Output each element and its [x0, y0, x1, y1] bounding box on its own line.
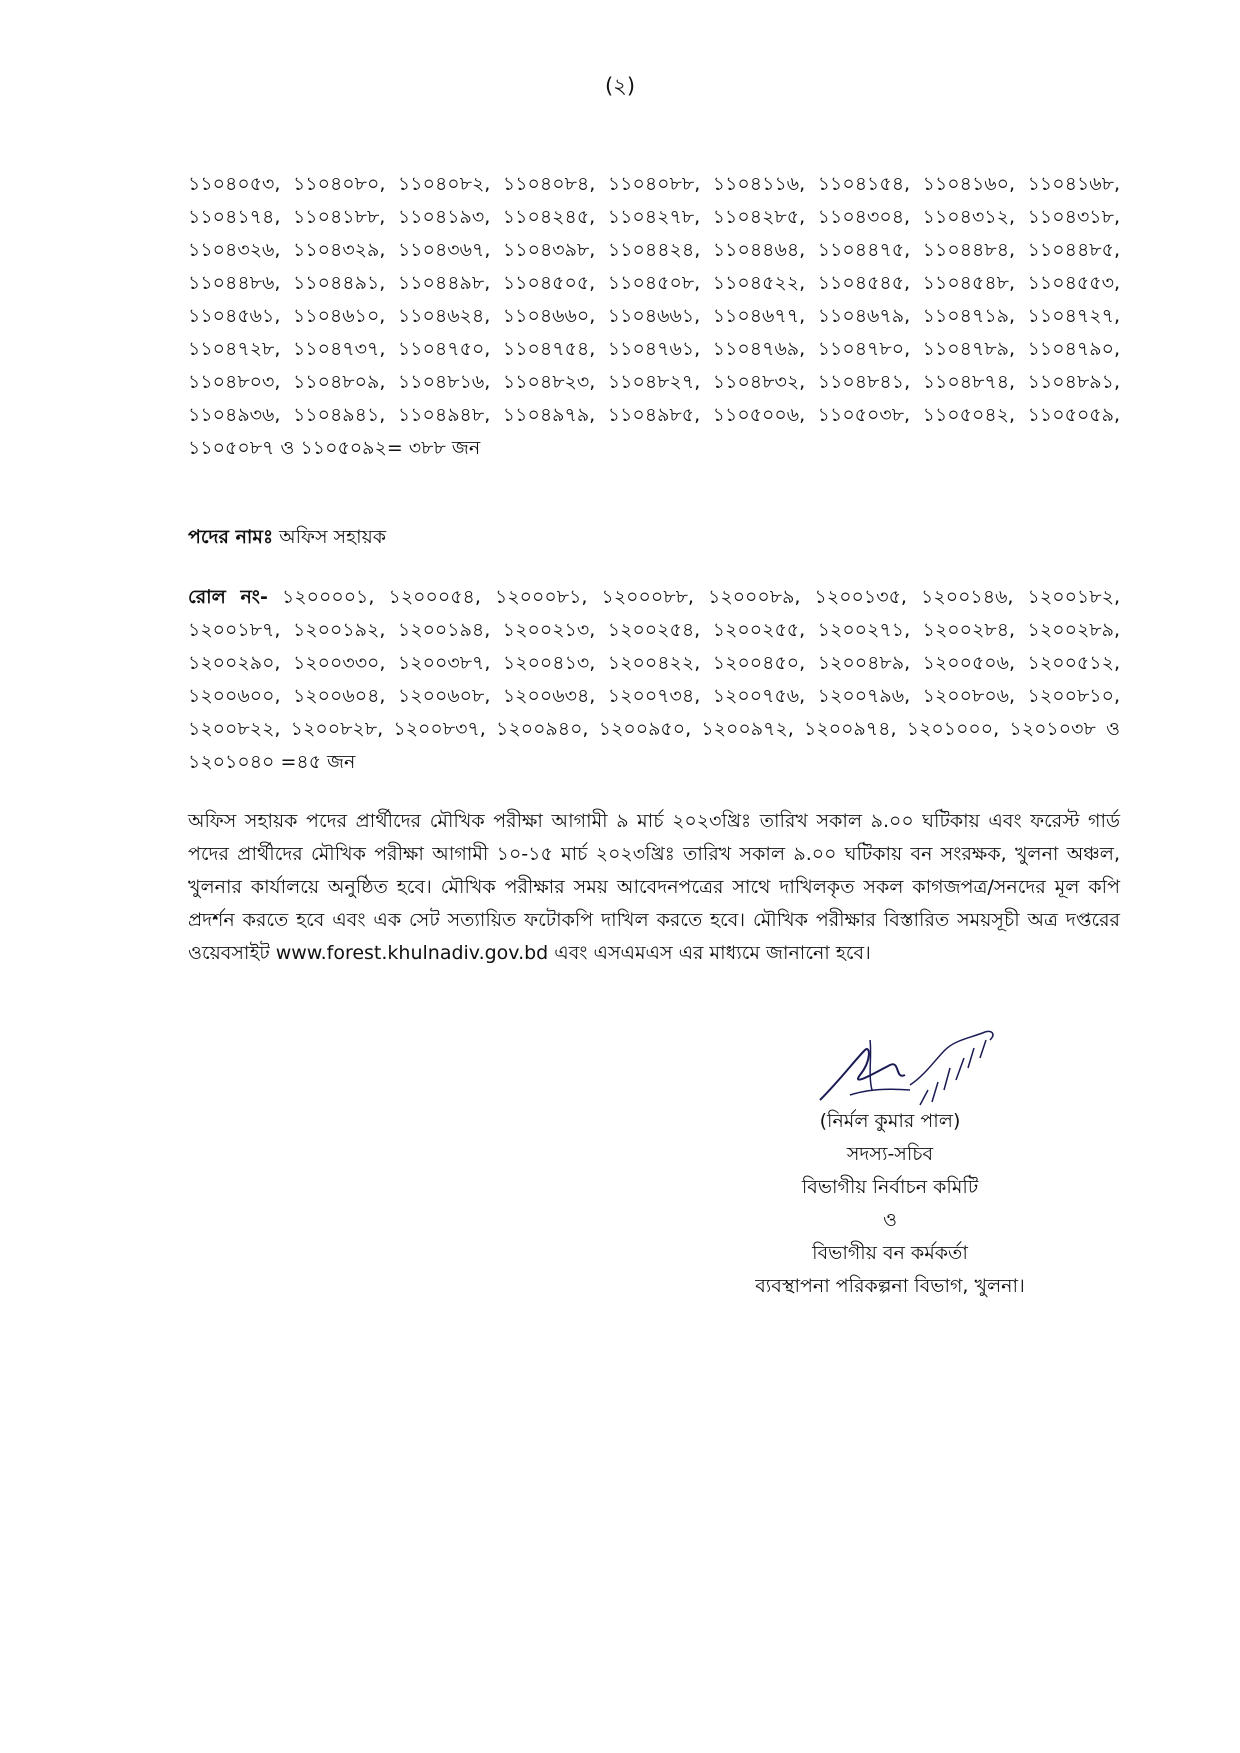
signatory-role-division: ব্যবস্থাপনা পরিকল্পনা বিভাগ, খুলনা। [755, 1275, 1025, 1297]
forest-guard-roll-list: ১১০৪০৫৩, ১১০৪০৮০, ১১০৪০৮২, ১১০৪০৮৪, ১১০৪০৮৮, ১১০৪১১৬, ১১০৪১৫৪, ১১০৪১৬০, ১১০৪১৬৮, ১১০৪১৭৪, ১১০৪১৮৮, ১১০৪১৯৩, ১১০৪২৪৫, ১১০৪২৭৮, ১১০৪২৮৫, ১১০৪৩০৪, ১১০৪৩১২, ১১০৪৩১৮, ১১০৪৩২৬, ১১০৪৩২৯, ১১০৪৩৬৭, ১১০৪৩৯৮, ১১০৪৪২৪, ১১০৪৪৬৪, ১১০৪৪৭৫, ১১০৪৪৮৪, ১১০৪৪৮৫, ১১০৪৪৮৬, ১১০৪৪৯১, ১১০৪৪৯৮, ১১০৪৫০৫, ১১০৪৫০৮, ১১০৪৫২২, ১১০৪৫৪৫, ১১০৪৫৪৮, ১১০৪৫৫৩, ১১০৪৫৬১, ১১০৪৬১০, ১১০৪৬২৪, ১১০৪৬৬০, ১১০৪৬৬১, ১১০৪৬৭৭, ১১০৪৬৭৯, ১১০৪৭১৯, ১১০৪৭২৭, ১১০৪৭২৮, ১১০৪৭৩৭, ১১০৪৭৫০, ১১০৪৭৫৪, ১১০৪৭৬১, ১১০৪৭৬৯, ১১০৪৭৮০, ১১০৪৭৮৯, ১১০৪৭৯০, ১১০৪৮০৩, ১১০৪৮০৯, ১১০৪৮১৬, ১১০৪৮২৩, ১১০৪৮২৭, ১১০৪৮৩২, ১১০৪৮৪১, ১১০৪৮৭৪, ১১০৪৮৯১, ১১০৪৯৩৬, ১১০৪৯৪১, ১১০৪৯৪৮, ১১০৪৯৭৯, ১১০৪৯৮৫, ১১০৫০০৬, ১১০৫০৩৮, ১১০৫০৪২, ১১০৫০৫৯, ১১০৫০৮৭ ও ১১০৫০৯২= ৩৮৮ জন [188, 173, 1120, 459]
signatory-role-member-secretary: সদস্য-সচিব [846, 1143, 934, 1165]
signatory-role-committee: বিভাগীয় নির্বাচন কমিটি [801, 1176, 979, 1198]
signature-block [690, 1105, 1090, 1303]
post-label: পদের নামঃ [188, 526, 274, 548]
office-assistant-roll-list [188, 581, 1120, 779]
page-number: (২) [604, 74, 636, 98]
exam-notice: অফিস সহায়ক পদের প্রার্থীদের মৌখিক পরীক্ষা আগামী ৯ মার্চ ২০২৩খ্রিঃ তারিখ সকাল ৯.০০ ঘটিকায় এবং ফরেস্ট গার্ড পদের প্রার্থীদের মৌখিক পরীক্ষা আগামী ১০-১৫ মার্চ ২০২৩খ্রিঃ তারিখ সকাল ৯.০০ ঘটিকায় বন সংরক্ষক, খুলনা অঞ্চল, খুলনার কার্যালয়ে অনুষ্ঠিত হবে। মৌখিক পরীক্ষার সময় আবেদনপত্রের সাথে দাখিলকৃত সকল কাগজপত্র/সনদের মূল কপি প্রদর্শন করতে হবে এবং এক সেট সত্যায়িত ফটোকপি দাখিল করতে হবে। মৌখিক পরীক্ষার বিস্তারিত সময়সূচী অত্র দপ্তরের ওয়েবসাইট www.forest.khulnadiv.gov.bd এবং এসএমএস এর মাধ্যমে জানানো হবে। [188, 810, 1120, 964]
signatory-name: (নির্মল কুমার পাল) [819, 1110, 961, 1132]
office-assistant-rolls: ১২০০০০১, ১২০০০৫৪, ১২০০০৮১, ১২০০০৮৮, ১২০০০৮৯, ১২০০১৩৫, ১২০০১৪৬, ১২০০১৮২, ১২০০১৮৭, ১২০০১৯২, ১২০০১৯৪, ১২০০২১৩, ১২০০২৫৪, ১২০০২৫৫, ১২০০২৭১, ১২০০২৮৪, ১২০০২৮৯, ১২০০২৯০, ১২০০৩৩০, ১২০০৩৮৭, ১২০০৪১৩, ১২০০৪২২, ১২০০৪৫০, ১২০০৪৮৯, ১২০০৫০৬, ১২০০৫১২, ১২০০৬০০, ১২০০৬০৪, ১২০০৬০৮, ১২০০৬৩৪, ১২০০৭৩৪, ১২০০৭৫৬, ১২০০৭৯৬, ১২০০৮০৬, ১২০০৮১০, ১২০০৮২২, ১২০০৮২৮, ১২০০৮৩৭, ১২০০৯৪০, ১২০০৯৫০, ১২০০৯৭২, ১২০০৯৭৪, ১২০১০০০, ১২০১০৩৮ ও ১২০১০৪০ =৪৫ জন [188, 586, 1120, 773]
signatory-conjunction: ও [883, 1209, 897, 1231]
signatory-role-officer: বিভাগীয় বন কর্মকর্তা [812, 1242, 968, 1264]
roll-label: রোল নং- [188, 586, 268, 608]
post-title [188, 523, 386, 555]
post-name: অফিস সহায়ক [279, 526, 387, 548]
